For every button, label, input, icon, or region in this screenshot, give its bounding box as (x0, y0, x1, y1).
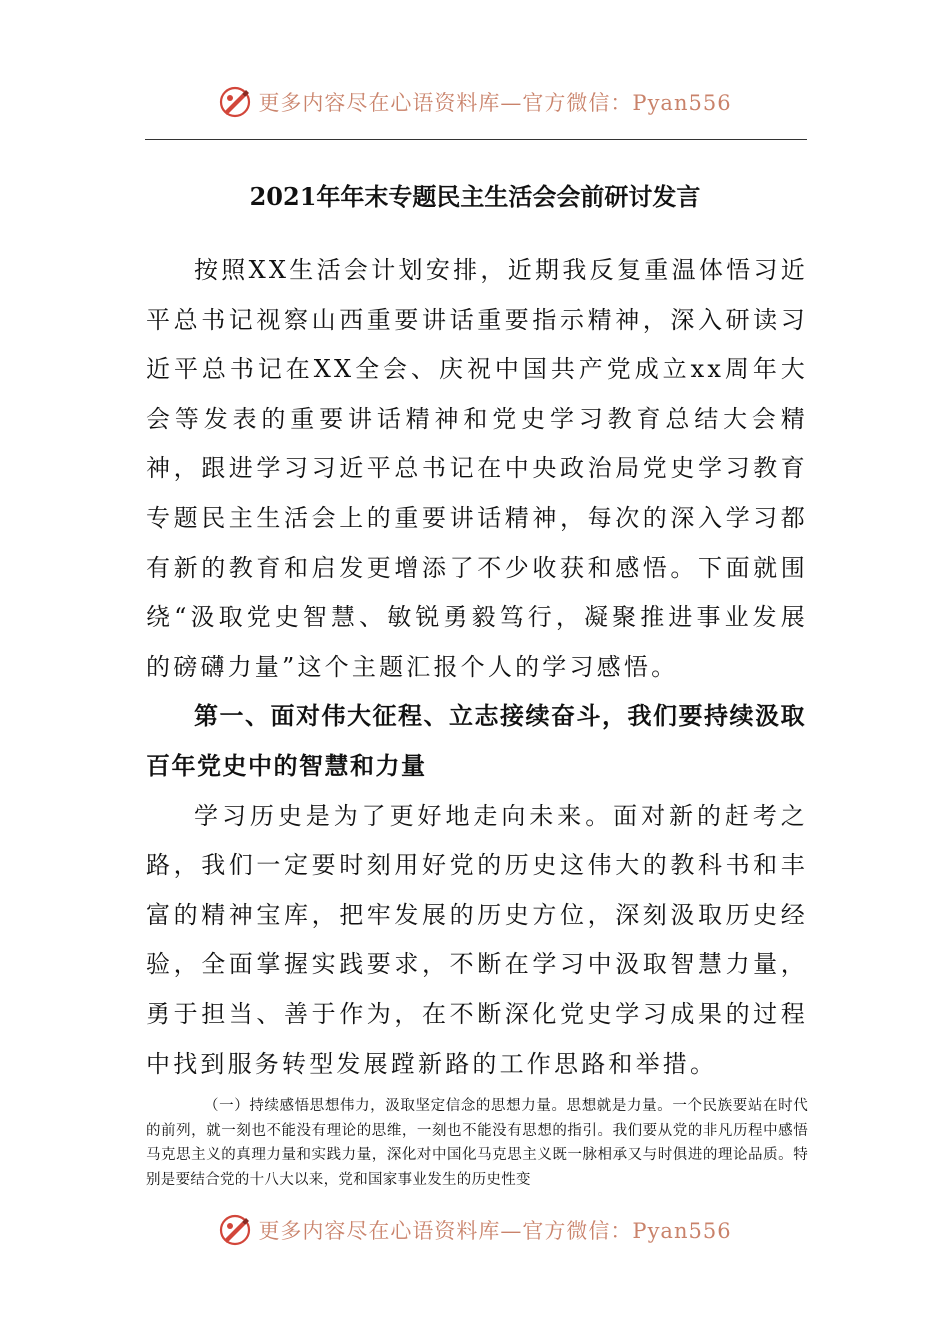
section-heading-1: 第一、面对伟大征程、立志接续奋斗，我们要持续汲取百年党史中的智慧和力量 (146, 702, 806, 780)
footer-banner (0, 1210, 950, 1250)
banner-text: 更多内容尽在心语资料库—官方微信：Pyan556 (258, 1219, 732, 1243)
subsection-1-paragraph: （一）持续感悟思想伟力，汲取坚定信念的思想力量。思想就是力量。一个民族要站在时代的前列，就一刻也不能没有理论的思维，一刻也不能没有思想的指引。我们要从党的非凡历程中感悟马克思主义的真理力量和实践力量，深化对中国化马克思主义既一脉相承又与时俱进的理论品质。特别是要结合党的十八大以来，党和国家事业发生的历史性变 (146, 1098, 808, 1188)
header-banner (0, 82, 950, 122)
pen-logo-icon (218, 85, 252, 119)
banner-text: 更多内容尽在心语资料库—官方微信：Pyan556 (258, 91, 732, 115)
pen-logo-icon (218, 1213, 252, 1247)
header-divider (145, 139, 807, 140)
document-body (146, 246, 808, 1089)
document-title: 2021年年末专题民主生活会会前研讨发言 (249, 182, 701, 211)
section-1-paragraph: 学习历史是为了更好地走向未来。面对新的赶考之路，我们一定要时刻用好党的历史这伟大的教科书和丰富的精神宝库，把牢发展的历史方位，深刻汲取历史经验，全面掌握实践要求，不断在学习中汲取智慧力量，勇于担当、善于作为，在不断深化党史学习成果的过程中找到服务转型发展蹚新路的工作思路和举措。 (146, 801, 808, 1078)
intro-paragraph: 按照XX生活会计划安排，近期我反复重温体悟习近平总书记视察山西重要讲话重要指示精神，深入研读习近平总书记在XX全会、庆祝中国共产党成立xx周年大会等发表的重要讲话精神和党史学习教育总结大会精神，跟进学习习近平总书记在中央政治局党史学习教育专题民主生活会上的重要讲话精神，每次的深入学习都有新的教育和启发更增添了不少收获和感悟。下面就围绕“汲取党史智慧、敏锐勇毅笃行，凝聚推进事业发展的磅礴力量”这个主题汇报个人的学习感悟。 (146, 256, 808, 681)
